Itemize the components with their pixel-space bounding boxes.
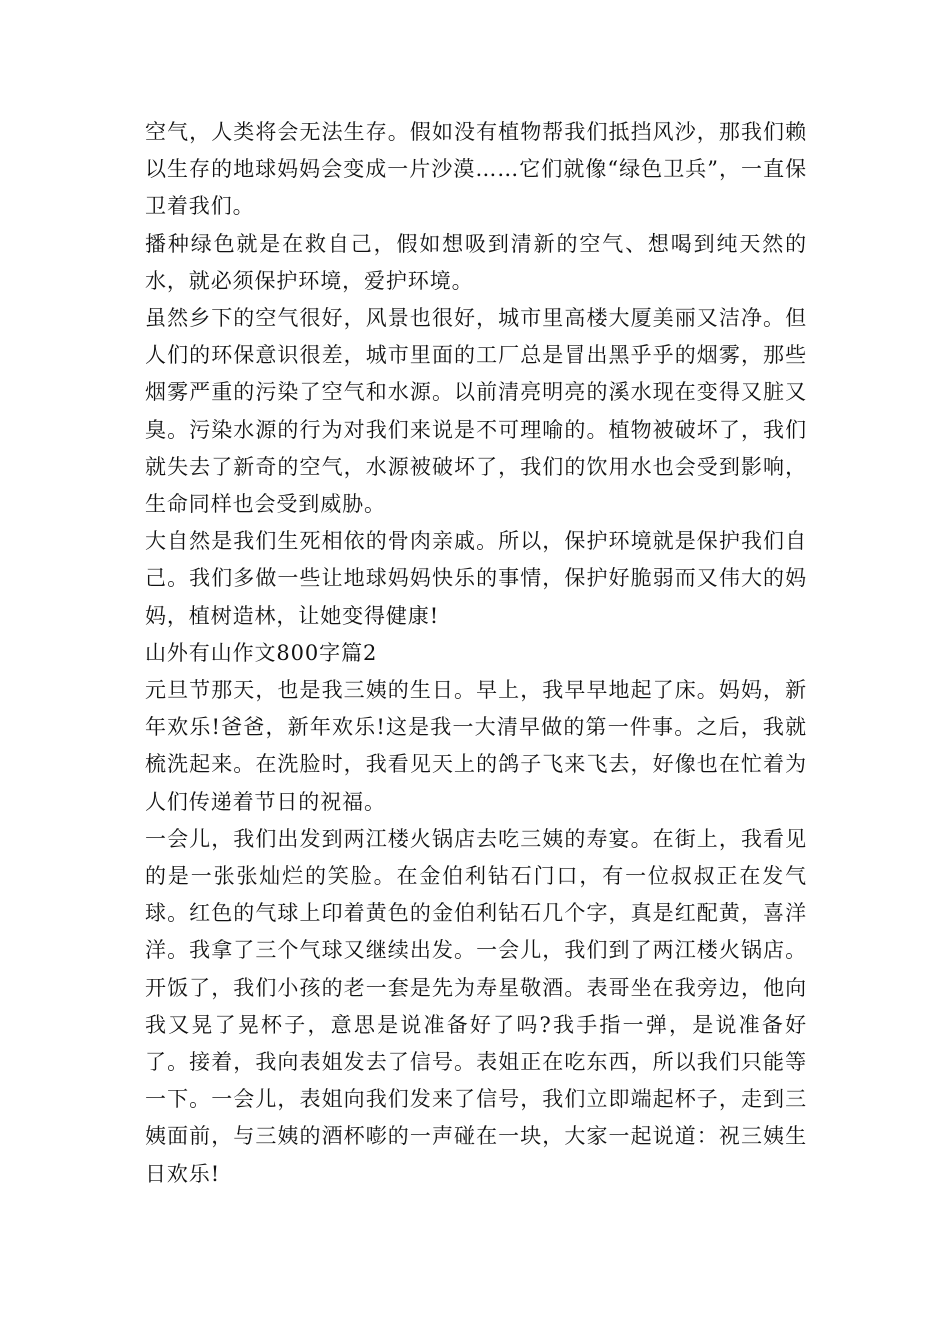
paragraph-birthday-banquet: 一会儿，我们出发到两江楼火锅店去吃三姨的寿宴。在街上，我看见的是一张张灿烂的笑脸。在金伯利钻石门口，有一位叔叔正在发气球。红色的气球上印着黄色的金伯利钻石几个字，真是红配黄，喜洋洋。我拿了三个气球又继续出发。一会儿，我们到了两江楼火锅店。开饭了，我们小孩的老一套是先为寿星敬酒。表哥坐在我旁边，他向我又晃了晃杯子，意思是说准备好了吗?我手指一弹，是说准备好了。接着，我向表姐发去了信号。表姐正在吃东西，所以我们只能等一下。一会儿，表姐向我们发来了信号，我们立即端起杯子，走到三姨面前，与三姨的酒杯嘭的一声碰在一块，大家一起说道：祝三姨生日欢乐! bbox=[145, 826, 807, 1186]
paragraph-city-pollution: 虽然乡下的空气很好，风景也很好，城市里高楼大厦美丽又洁净。但人们的环保意识很差，城市里面的工厂总是冒出黑乎乎的烟雾，那些烟雾严重的污染了空气和水源。以前清亮明亮的溪水现在变得又脏又臭。污染水源的行为对我们来说是不可理喻的。植物被破坏了，我们就失去了新奇的空气，水源被破坏了，我们的饮用水也会受到影响，生命同样也会受到威胁。 bbox=[145, 306, 807, 517]
paragraph-sow-green: 播种绿色就是在救自己，假如想吸到清新的空气、想喝到纯天然的水，就必须保护环境，爱护环境。 bbox=[145, 231, 807, 293]
paragraph-plants-protect: 空气，人类将会无法生存。假如没有植物帮我们抵挡风沙，那我们赖以生存的地球妈妈会变成一片沙漠……它们就像“绿色卫兵”，一直保卫着我们。 bbox=[145, 120, 807, 219]
section-heading: 山外有山作文800字篇2 bbox=[145, 640, 378, 665]
document-body bbox=[145, 114, 807, 1193]
paragraph-nature-family: 大自然是我们生死相依的骨肉亲戚。所以，保护环境就是保护我们自己。我们多做一些让地球妈妈快乐的事情，保护好脆弱而又伟大的妈妈，植树造林，让她变得健康! bbox=[145, 529, 807, 628]
paragraph-new-year: 元旦节那天，也是我三姨的生日。早上，我早早地起了床。妈妈，新年欢乐!爸爸，新年欢乐!这是我一大清早做的第一件事。之后，我就梳洗起来。在洗脸时，我看见天上的鸽子飞来飞去，好像也在忙着为人们传递着节日的祝福。 bbox=[145, 678, 807, 814]
